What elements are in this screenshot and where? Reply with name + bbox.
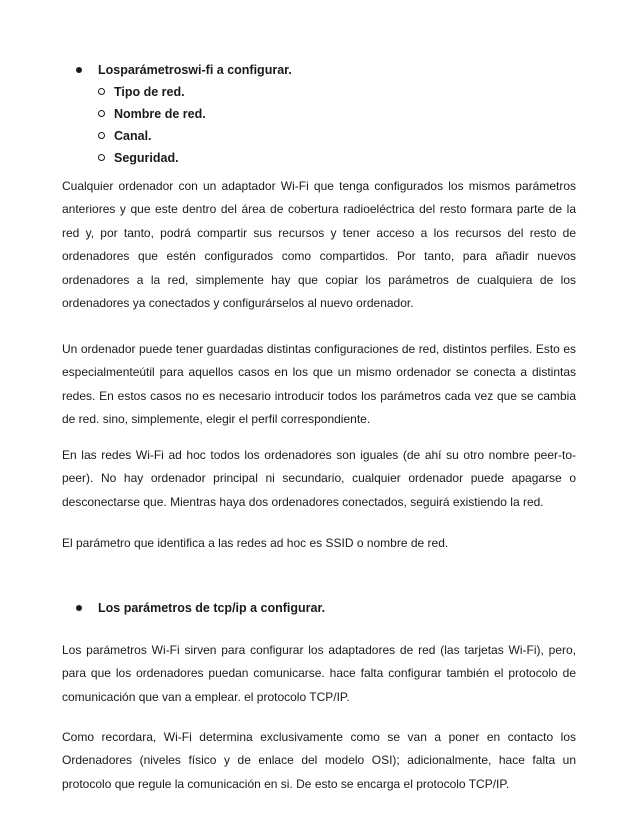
sub-item-label: Canal. (114, 129, 152, 143)
hollow-bullet-icon (98, 110, 105, 117)
bullet-dot-icon (76, 67, 82, 73)
wifi-params-heading: Losparámetroswi-fi a configurar. (98, 63, 292, 77)
paragraph-profiles: Un ordenador puede tener guardadas distintas configuraciones de red, distintos perfiles. Esto es especialmenteútil para aquellos casos en los que un mismo ordenador se conecta a distintas redes. En estos casos no es necesario introducir todos los parámetros cada vez que se cambia de red. sino, simplemente, elegir el perfil correspondiente. (62, 342, 576, 427)
paragraph-ad-hoc: En las redes Wi-Fi ad hoc todos los ordenadores son iguales (de ahí su otro nombre peer-to-peer). No hay ordenador principal ni secundario, cualquier ordenador puede apagarse o desconectarse que. Mientras haya dos ordenadores conectados, seguirá existiendo la red. (62, 448, 576, 509)
hollow-bullet-icon (98, 88, 105, 95)
paragraph-ssid: El parámetro que identifica a las redes ad hoc es SSID o nombre de red. (62, 536, 449, 550)
paragraph-wifi-coverage: Cualquier ordenador con un adaptador Wi-Fi que tenga configurados los mismos parámetros anteriores y que este dentro del área de cobertura radioeléctrica del resto formara parte de la red y, por tanto, podrá compartir sus recursos y tener acceso a los recursos del resto de ordenadores que estén configurados como compartidos. Por tanto, para añadir nuevos ordenadores a la red, simplemente hay que copiar los parámetros de cualquiera de los ordenadores ya conectados y configurárselos al nuevo ordenador. (62, 179, 576, 311)
paragraph-tcpip-role: Como recordara, Wi-Fi determina exclusivamente como se van a poner en contacto los Ordenadores (niveles físico y de enlace del modelo OSI); adicionalmente, hace falta un protocolo que regule la comunicación en si. De esto se encarga el protocolo TCP/IP. (62, 730, 576, 791)
paragraph-tcpip-intro: Los parámetros Wi-Fi sirven para configurar los adaptadores de red (las tarjetas Wi-Fi), pero, para que los ordenadores puedan comunicarse. hace falta configurar también el protocolo de comunicación que van a emplear. el protocolo TCP/IP. (62, 643, 576, 704)
sub-item-label: Tipo de red. (114, 85, 185, 99)
bullet-dot-icon (76, 605, 82, 611)
sub-item-label: Seguridad. (114, 151, 179, 165)
hollow-bullet-icon (98, 132, 105, 139)
tcpip-params-heading: Los parámetros de tcp/ip a configurar. (98, 601, 326, 615)
sub-item-label: Nombre de red. (114, 107, 206, 121)
hollow-bullet-icon (98, 154, 105, 161)
